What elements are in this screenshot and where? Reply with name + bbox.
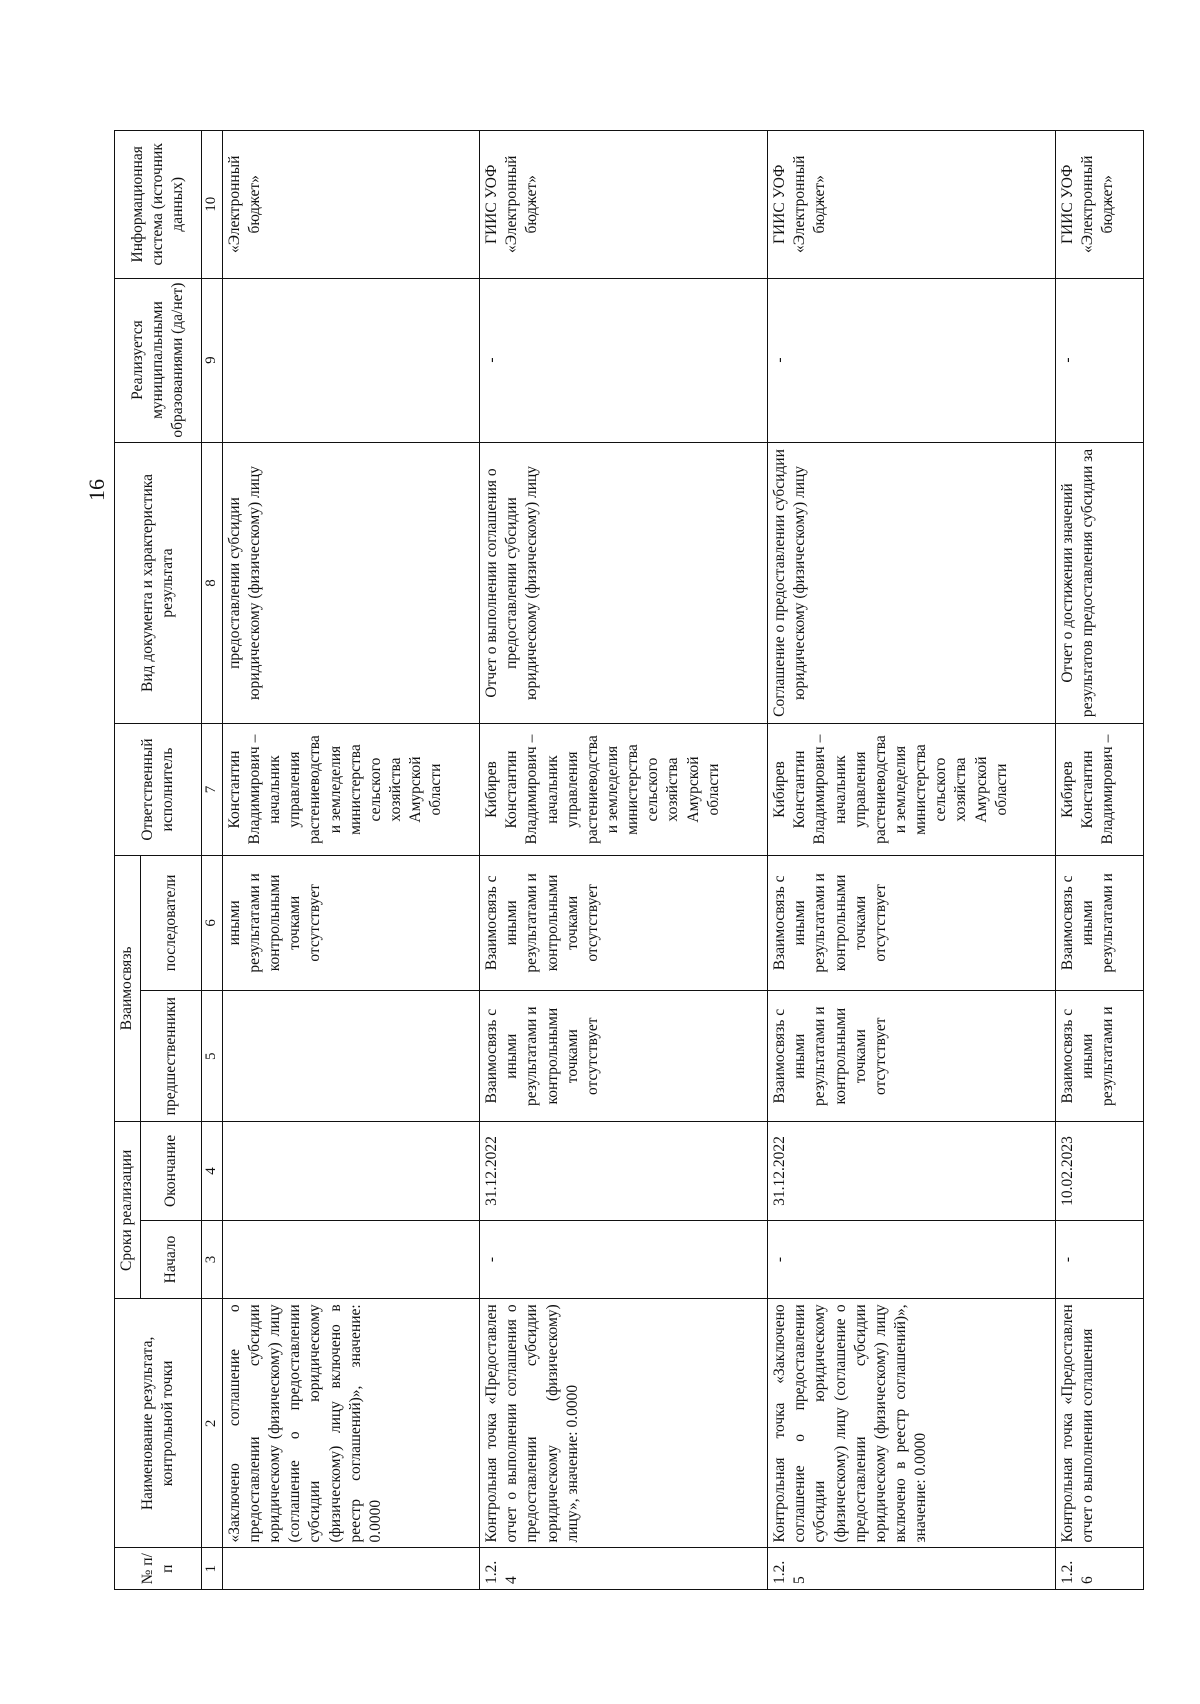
successors: Взаимосвязь с иными результатами и [1056,855,1144,991]
info-system: ГИИС УОФ «Электронный бюджет» [1056,131,1144,279]
header-start: Начало [140,1220,201,1299]
successors: Взаимосвязь с иными результатами и контрольными точками отсутствует [480,855,768,991]
header-municipal: Реализуется муниципальными образованиями (да/нет) [115,278,202,442]
document-type: предоставлении субсидии юридическому (физическому) лицу [222,442,479,724]
column-number: 10 [201,131,222,279]
municipal-flag: - [768,278,1056,442]
start-date: - [480,1220,768,1299]
header-responsible: Ответственный исполнитель [115,724,202,855]
end-date [222,1122,479,1220]
table-row [768,131,1056,1590]
responsible: Кибирев Константин Владимирович – [1056,724,1144,855]
row-number: 1.2.5 [768,1548,1056,1590]
column-number: 3 [201,1220,222,1299]
predecessors [222,991,479,1122]
end-date: 31.12.2022 [480,1122,768,1220]
result-name: «Заключено соглашение о предоставлении субсидии юридическому (физическому) лицу (соглашение о предоставлении субсидии юридическому (физическому) лицу включено в реестр соглашений)», значение: 0.0000 [222,1299,479,1548]
municipal-flag: - [480,278,768,442]
column-number: 4 [201,1122,222,1220]
header-row-1 [115,131,141,1590]
column-number: 6 [201,855,222,991]
table-row [222,131,479,1590]
header-num: № п/п [115,1548,202,1590]
municipal-flag: - [1056,278,1144,442]
end-date: 31.12.2022 [768,1122,1056,1220]
header-predecessors: предшественники [140,991,201,1122]
end-date: 10.02.2023 [1056,1122,1144,1220]
row-number: 1.2.6 [1056,1548,1144,1590]
municipal-flag [222,278,479,442]
results-table [114,130,1144,1590]
info-system: ГИИС УОФ «Электронный бюджет» [480,131,768,279]
start-date: - [1056,1220,1144,1299]
column-number: 9 [201,278,222,442]
result-name: Контрольная точка «Заключено соглашение о предоставлении субсидии юридическому (физическому) лицу (соглашение о предоставлении субсидии юридическому (физическому) лицу включено в реестр соглашений)», значение: 0.0000 [768,1299,1056,1548]
start-date: - [768,1220,1056,1299]
header-link: Взаимосвязь [115,855,141,1122]
info-system: ГИИС УОФ «Электронный бюджет» [768,131,1056,279]
successors: иными результатами и контрольными точками отсутствует [222,855,479,991]
predecessors: Взаимосвязь с иными результатами и [1056,991,1144,1122]
row-number [222,1548,479,1590]
document-type: Отчет о достижении значений результатов предоставления субсидии за [1056,442,1144,724]
table-row [480,131,768,1590]
responsible: Кибирев Константин Владимирович – начальник управления растениеводства и земледелия министерства сельского хозяйства Амурской области [768,724,1056,855]
row-number: 1.2.4 [480,1548,768,1590]
column-numbers-row [201,131,222,1590]
header-name: Наименование результата, контрольной точки [115,1299,202,1548]
document-type: Соглашение о предоставлении субсидии юридическому (физическому) лицу [768,442,1056,724]
responsible: Кибирев Константин Владимирович – начальник управления растениеводства и земледелия министерства сельского хозяйства Амурской области [480,724,768,855]
rotated-table-container [114,130,1144,1590]
header-end: Окончание [140,1122,201,1220]
start-date [222,1220,479,1299]
successors: Взаимосвязь с иными результатами и контрольными точками отсутствует [768,855,1056,991]
column-number: 1 [201,1548,222,1590]
column-number: 5 [201,991,222,1122]
responsible: Константин Владимирович – начальник управления растениеводства и земледелия министерства сельского хозяйства Амурской области [222,724,479,855]
header-document: Вид документа и характеристика результата [115,442,202,724]
result-name: Контрольная точка «Предоставлен отчет о выполнении соглашения о предоставлении субсидии юридическому (физическому) лицу», значение: 0.0000 [480,1299,768,1548]
column-number: 8 [201,442,222,724]
result-name: Контрольная точка «Предоставлен отчет о выполнении соглашения [1056,1299,1144,1548]
info-system: «Электронный бюджет» [222,131,479,279]
header-terms: Сроки реализации [115,1122,141,1299]
header-info-system: Информационная система (источник данных) [115,131,202,279]
header-successors: последователи [140,855,201,991]
column-number: 7 [201,724,222,855]
document-type: Отчет о выполнении соглашения о предоставлении субсидии юридическому (физическому) лицу [480,442,768,724]
predecessors: Взаимосвязь с иными результатами и контрольными точками отсутствует [768,991,1056,1122]
column-number: 2 [201,1299,222,1548]
table-row [1056,131,1144,1590]
page-number: 16 [84,479,109,501]
predecessors: Взаимосвязь с иными результатами и контрольными точками отсутствует [480,991,768,1122]
